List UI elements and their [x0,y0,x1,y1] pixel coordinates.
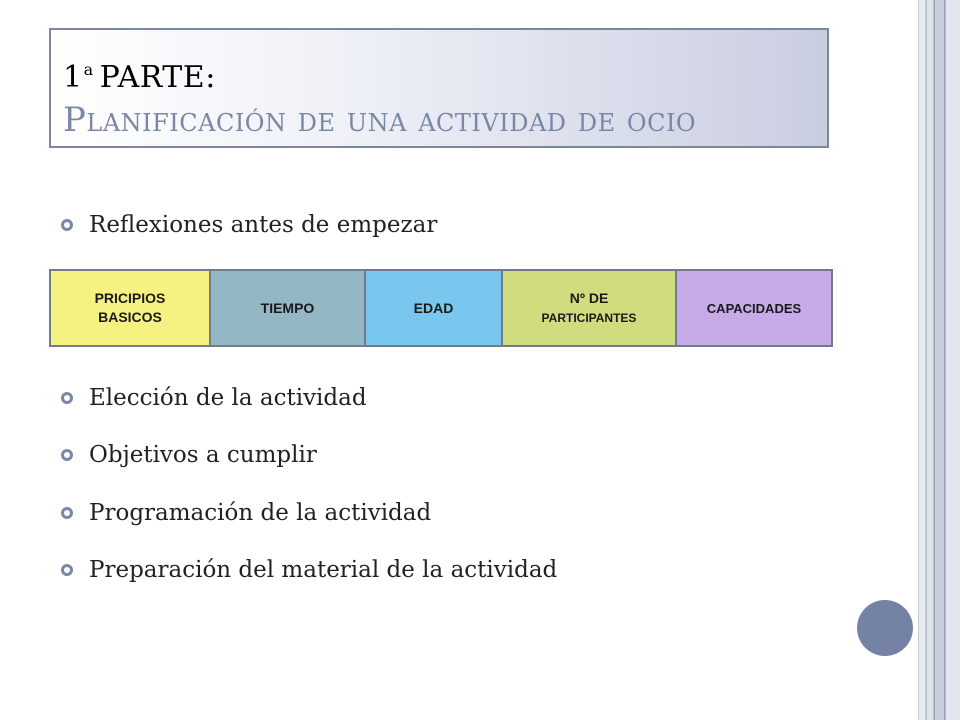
decorative-stripe [926,0,934,720]
bullet-ring-icon [61,219,73,231]
slide-title-box [49,28,829,148]
decorative-circle [857,600,913,656]
category-line: PARTICIPANTES [541,310,637,325]
category-capacidades [675,269,833,347]
bullet-item [61,557,557,583]
decorative-stripe [945,0,960,720]
slide-subtitle: Planificación de una actividad de ocio [63,100,697,140]
bullet-text: Programación de la actividad [89,500,432,526]
title-number: 1 [63,60,83,95]
title-ordinal: a [83,60,94,79]
category-line: TIEMPO [260,299,315,316]
bullet-ring-icon [61,507,73,519]
decorative-stripe [934,0,945,720]
bullet-item [61,385,367,411]
category-boxes [49,269,833,347]
bullet-ring-icon [61,449,73,461]
bullet-text: Objetivos a cumplir [89,442,317,468]
decorative-stripe [918,0,926,720]
bullet-text: Elección de la actividad [89,385,367,411]
bullet-text: Reflexiones antes de empezar [89,212,438,238]
category-line: EDAD [413,299,454,316]
title-part: PARTE: [99,60,216,95]
category-principios [49,269,211,347]
bullet-ring-icon [61,392,73,404]
bullet-item [61,500,431,526]
category-participantes [501,269,677,347]
bullet-item [61,212,437,238]
bullet-ring-icon [61,564,73,576]
bullet-text: Preparación del material de la actividad [89,557,558,583]
category-line: PRICIPIOS [94,290,166,306]
slide-title [63,60,216,95]
bullet-item [61,442,317,468]
category-line: BASICOS [98,309,162,325]
category-edad [364,269,503,347]
category-line: Nº DE [569,289,609,306]
category-tiempo [209,269,366,347]
category-line: CAPACIDADES [706,300,802,316]
